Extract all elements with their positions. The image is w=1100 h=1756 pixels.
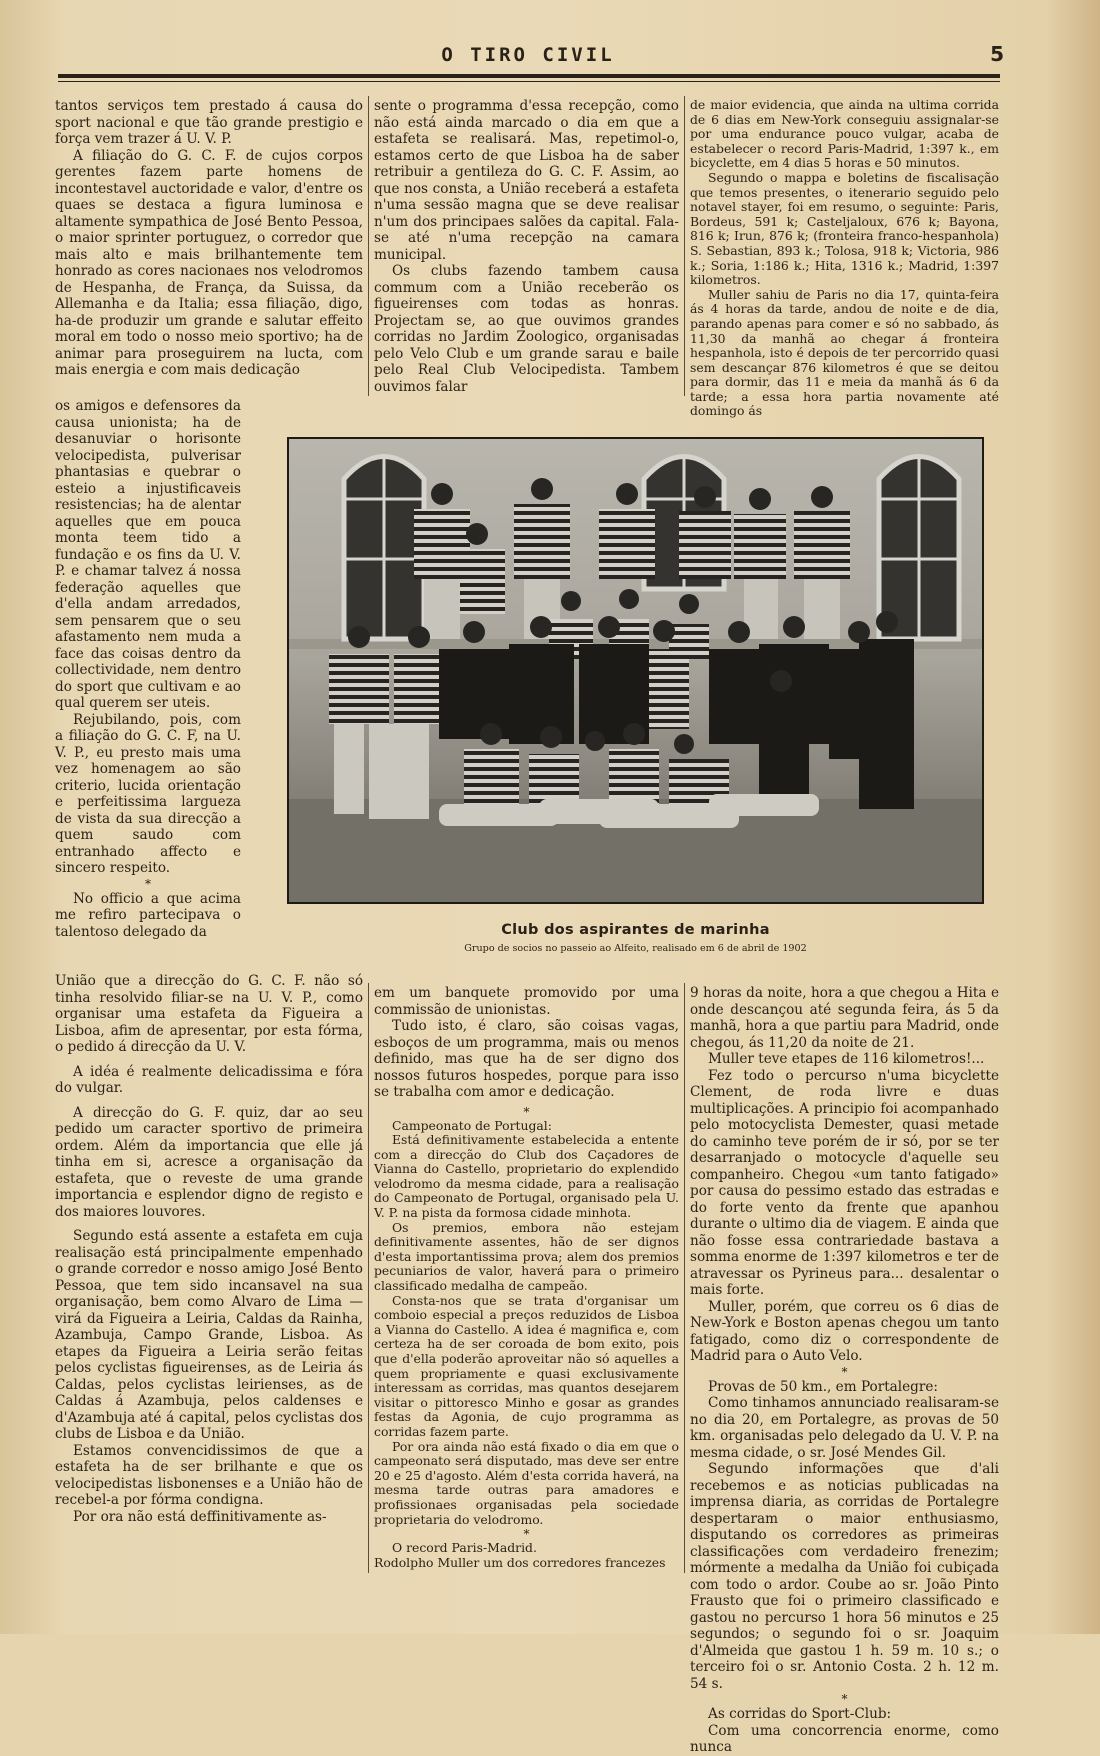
page-number: 5 <box>990 42 1004 66</box>
section-separator: * <box>145 876 151 891</box>
section-separator: * <box>523 1104 530 1119</box>
paragraph: 9 horas da noite, hora a que chegou a Hita e onde descançou até segunda feira, ás 5 da manhã, hora a que partiu para Madrid, onde chegou, ás 11,20 da noite de 21. <box>690 985 999 1051</box>
paragraph: Segundo está assente a estafeta em cuja realisação está principalmente empenhado o grande corredor e nosso amigo José Bento Pessoa, que tem sido incansavel na sua organisação, bem como Alvaro de Lima — virá da Figueira a Leiria, Caldas da Rainha, Azambuja, Campo Grande, Lisboa. As etapes da Figueira a Leiria serão feitas pelos cyclistas figueirenses, as de Leiria ás Caldas, pelos cyclistas leirienses, as de Caldas á Azambuja, pelos caldenses e d'Azambuja até á capital, pelos cyclistas dos clubs de Lisboa e da União. <box>55 1228 363 1442</box>
paragraph: Tudo isto, é claro, são coisas vagas, esboços de um programma, mais ou menos definido, mas que ha de ser digno dos nossos futuros hospedes, porque para isso se trabalha com amor e dedicação. <box>374 1018 679 1100</box>
section-heading: Campeonato de Portugal: <box>392 1117 552 1133</box>
photo-caption: Club dos aspirantes de marinha <box>501 922 770 938</box>
photo-illustration <box>289 439 982 902</box>
paragraph: Muller, porém, que correu os 6 dias de New-York e Boston apenas chegou um tanto fatigado, como diz o correspondente de Madrid para o Auto Velo. <box>690 1298 999 1364</box>
paragraph: União que a direcção do G. C. F. não só tinha resolvido filiar-se na U. V. P., como organisar uma estafeta da Figueira a Lisboa, afim de apresentar, por esta fórma, o pedido á direcção da U. V. <box>55 973 363 1055</box>
paragraph: Por ora não está deffinitivamente as- <box>73 1508 327 1525</box>
column-divider <box>368 96 369 396</box>
paragraph: Muller teve etapes de 116 kilometros!... <box>708 1051 985 1067</box>
section-heading: As corridas do Sport-Club: <box>708 1706 892 1722</box>
paragraph: Fez todo o percurso n'uma bicyclette Clement, de roda livre e duas multiplicações. A principio foi acompanhado pelo motocyclista Demester, quasi metade do caminho teve porém de ir só, por se ter desarranjado o motocycle d'aquelle seu companheiro. Chegou «um tanto fatigado» por causa do pessimo estado das estradas e do forte vento da frente que apanhou durante o ultimo dia de viagem. E ainda que não fosse essa contrariedade bastava a somma enorme de 1:397 kilometros e ter de atravessar os Pyrineus para... desalentar o mais forte. <box>690 1067 999 1298</box>
section-heading: Provas de 50 km., em Portalegre: <box>708 1378 939 1395</box>
column-2-bottom <box>374 985 679 1573</box>
column-3-top <box>690 97 999 419</box>
column-divider <box>368 983 369 1573</box>
group-photograph <box>287 437 984 904</box>
paragraph: Está definitivamente estabelecida a entente com a direcção do Club dos Caçadores de Vianna do Castello, proprietario do explendido velodromo da mesma cidade, para a realisação do Campeonato de Portugal, organisado pela U. V. P. na pista da formosa cidade minhota. <box>374 1132 679 1221</box>
paragraph: Os premios, embora não estejam definitivamente assentes, hão de ser dignos d'esta importantissima prova; alem dos premios pecuniarios de valor, haverá para o primeiro classificado medalha de campeão. <box>374 1219 679 1294</box>
paragraph: Rejubilando, pois, com a filiação do G. C. F, na U. V. P., eu presto mais uma vez homenagem ao são criterio, lucida orientação e perfeitissima largueza de vista da sua direcção a quem saudo com entranhado affecto e sincero respeito. <box>55 711 241 876</box>
paragraph: de maior evidencia, que ainda na ultima corrida de 6 dias em New-York conseguiu assignalar-se por uma endurance pouco vulgar, acaba de estabelecer o record Paris-Madrid, 1:397 k., em bicyclette, em 4 dias 5 horas e 50 minutos. <box>690 97 999 171</box>
paragraph: sente o programma d'essa recepção, como não está ainda marcado o dia em que a estafeta se realisará. Mas, repetimol-o, estamos certo de que Lisboa ha de saber retribuir a gentileza do G. C. F. Assim, ao que nos consta, a União receberá a estafeta n'uma sessão magna que se deve realisar n'um dos principaes salões da capital. Fala-se até n'uma recepção na camara municipal. <box>374 98 679 263</box>
newspaper-title: O TIRO CIVIL <box>441 44 615 66</box>
header-rule-thick <box>58 74 1000 78</box>
column-divider <box>684 96 685 396</box>
section-separator: * <box>841 1692 848 1706</box>
paragraph: Por ora ainda não está fixado o dia em que o campeonato será disputado, mas deve ser entre 20 e 25 d'agosto. Além d'esta corrida haverá, na mesma tarde outras para amadores e profissionaes organisadas pela sociedade proprietaria do velodromo. <box>374 1438 679 1527</box>
header-rule-thin <box>58 81 1000 82</box>
column-divider <box>684 983 685 1573</box>
column-1-bottom <box>55 973 363 1573</box>
photo-subcaption: Grupo de socios no passeio ao Alfeito, realisado em 6 de abril de 1902 <box>464 943 807 954</box>
paragraph: Estamos convencidissimos de que a estafeta ha de ser brilhante e que os velocipedistas lisbonenses e a União hão de recebel-a por fórma condigna. <box>55 1442 363 1508</box>
paragraph: Segundo o mappa e boletins de fiscalisação que temos presentes, o itenerario seguido pelo notavel stayer, foi em resumo, o seguinte: Paris, Bordeus, 591 k; Casteljaloux, 676 k; Bayona, 816 k; Irun, 876 k; (fronteira franco-hespanhola) S. Sebastian, 893 k.; Tolosa, 918 k; Victoria, 986 k.; Soria, 1:186 k.; Hita, 1316 k.; Madrid, 1:397 kilometros. <box>690 169 999 288</box>
paragraph: Com uma concorrencia enorme, como nunca <box>690 1722 999 1755</box>
section-separator: * <box>523 1527 530 1542</box>
paragraph: Segundo informações que d'ali recebemos e as noticias publicadas na imprensa diaria, as corridas de Portalegre despertaram o maior enthusiasmo, disputando os corredores as primeiras classificações com verdadeiro frenezim; mórmente a medalha da União foi cubiçada com todo o ardor. Coube ao sr. João Pinto Frausto que foi o primeiro classificado e gastou no percurso 1 hora 56 minutos e 25 segundos; o segundo foi o sr. Joaquim d'Almeida que gastou 1 h. 59 m. 10 s.; o terceiro foi o sr. Antonio Costa. 2 h. 12 m. 54 s. <box>690 1461 999 1692</box>
column-2-top <box>374 98 679 398</box>
paragraph: No officio a que acima me refiro partecipava o talentoso delegado da <box>55 890 241 940</box>
column-3-bottom <box>690 985 999 1755</box>
paragraph: os amigos e defensores da causa unionista; ha de desanuviar o horisonte velocipedista, pulverisar phantasias e quebrar o esteio a injustificaveis resistencias; ha de alentar aquelles que em pouca monta teem tido a fundação e os fins da U. V. P. e chamar talvez á nossa federação aquelles que d'ella andam arredados, sem pensarem que o seu afastamento nem muda a face das coisas dentro da collectividade, nem dentro do sport que cultivam e ao qual querem ser uteis. <box>55 398 241 711</box>
column-1-top <box>55 98 363 400</box>
paragraph: Consta-nos que se trata d'organisar um comboio especial a preços reduzidos de Lisboa a Vianna do Castello. A idea é magnifica e, com certeza ha de ser coroada de bom exito, pois que d'ella poderão aproveitar não só aquelles a quem propriamente e quasi exclusivamente interessam as corridas, mas quantos desejarem visitar o pittoresco Minho e gosar as grandes festas da Agonia, de cujo programma as corridas fazem parte. <box>374 1292 679 1439</box>
paragraph: em um banquete promovido por uma commissão de unionistas. <box>374 985 679 1018</box>
paragraph: A direcção do G. F. quiz, dar ao seu pedido um caracter sportivo de primeira ordem. Além da importancia que elle já tinha em si, acresce a organisação da estafeta, que o reveste de uma grande importancia e esplendor digno de registo e dos maiores louvores. <box>55 1104 363 1220</box>
section-heading: O record Paris-Madrid. <box>392 1540 537 1556</box>
paragraph: Os clubs fazendo tambem causa commum com a União receberão os figueirenses com todas as honras. Projectam se, ao que ouvimos grandes corridas no Jardim Zoologico, organisadas pelo Velo Club e um grande sarau e baile pelo Real Club Velocipedista. Tambem ouvimos falar <box>374 263 679 395</box>
paragraph: Rodolpho Muller um dos corredores francezes <box>374 1554 666 1570</box>
paragraph: A filiação do G. C. F. de cujos corpos gerentes fazem parte homens de incontestavel auctoridade e valor, d'entre os quaes se destaca a figura luminosa e altamente sympathica de José Bento Pessoa, o maior sprinter portuguez, o corredor que mais alto e mais brilhantemente tem honrado as cores nacionaes nos velodromos de Hespanha, de França, da Suissa, da Allemanha e da Italia; essa filiação, digo, ha-de produzir um grande e salutar effeito moral em todo o nosso meio sportivo; ha de animar para proseguirem na lucta, com mais energia e com mais dedicação <box>55 147 363 378</box>
column-1-narrow <box>55 398 241 940</box>
paragraph: Muller sahiu de Paris no dia 17, quinta-feira ás 4 horas da tarde, andou de noite e de dia, parando apenas para comer e só no sabbado, ás 11,30 da manhã ao chegar á fronteira hespanhola, isto é depois de ter percorrido quasi sem descançar 876 kilometros é que se deitou para dormir, das 11 e meia da manhã ás 6 da tarde; a essa hora partia novamente até domingo ás <box>690 286 999 419</box>
paragraph: Como tinhamos annunciado realisaram-se no dia 20, em Portalegre, as provas de 50 km. organisadas pelo delegado da U. V. P. na mesma cidade, o sr. José Mendes Gil. <box>690 1395 999 1461</box>
championship-section <box>374 1119 679 1571</box>
section-separator: * <box>841 1364 848 1379</box>
paragraph: A idéa é realmente delicadissima e fóra do vulgar. <box>55 1063 363 1096</box>
paragraph: tantos serviços tem prestado á causa do sport nacional e que tão grande prestigio e força vem trazer á U. V. P. <box>55 98 363 147</box>
